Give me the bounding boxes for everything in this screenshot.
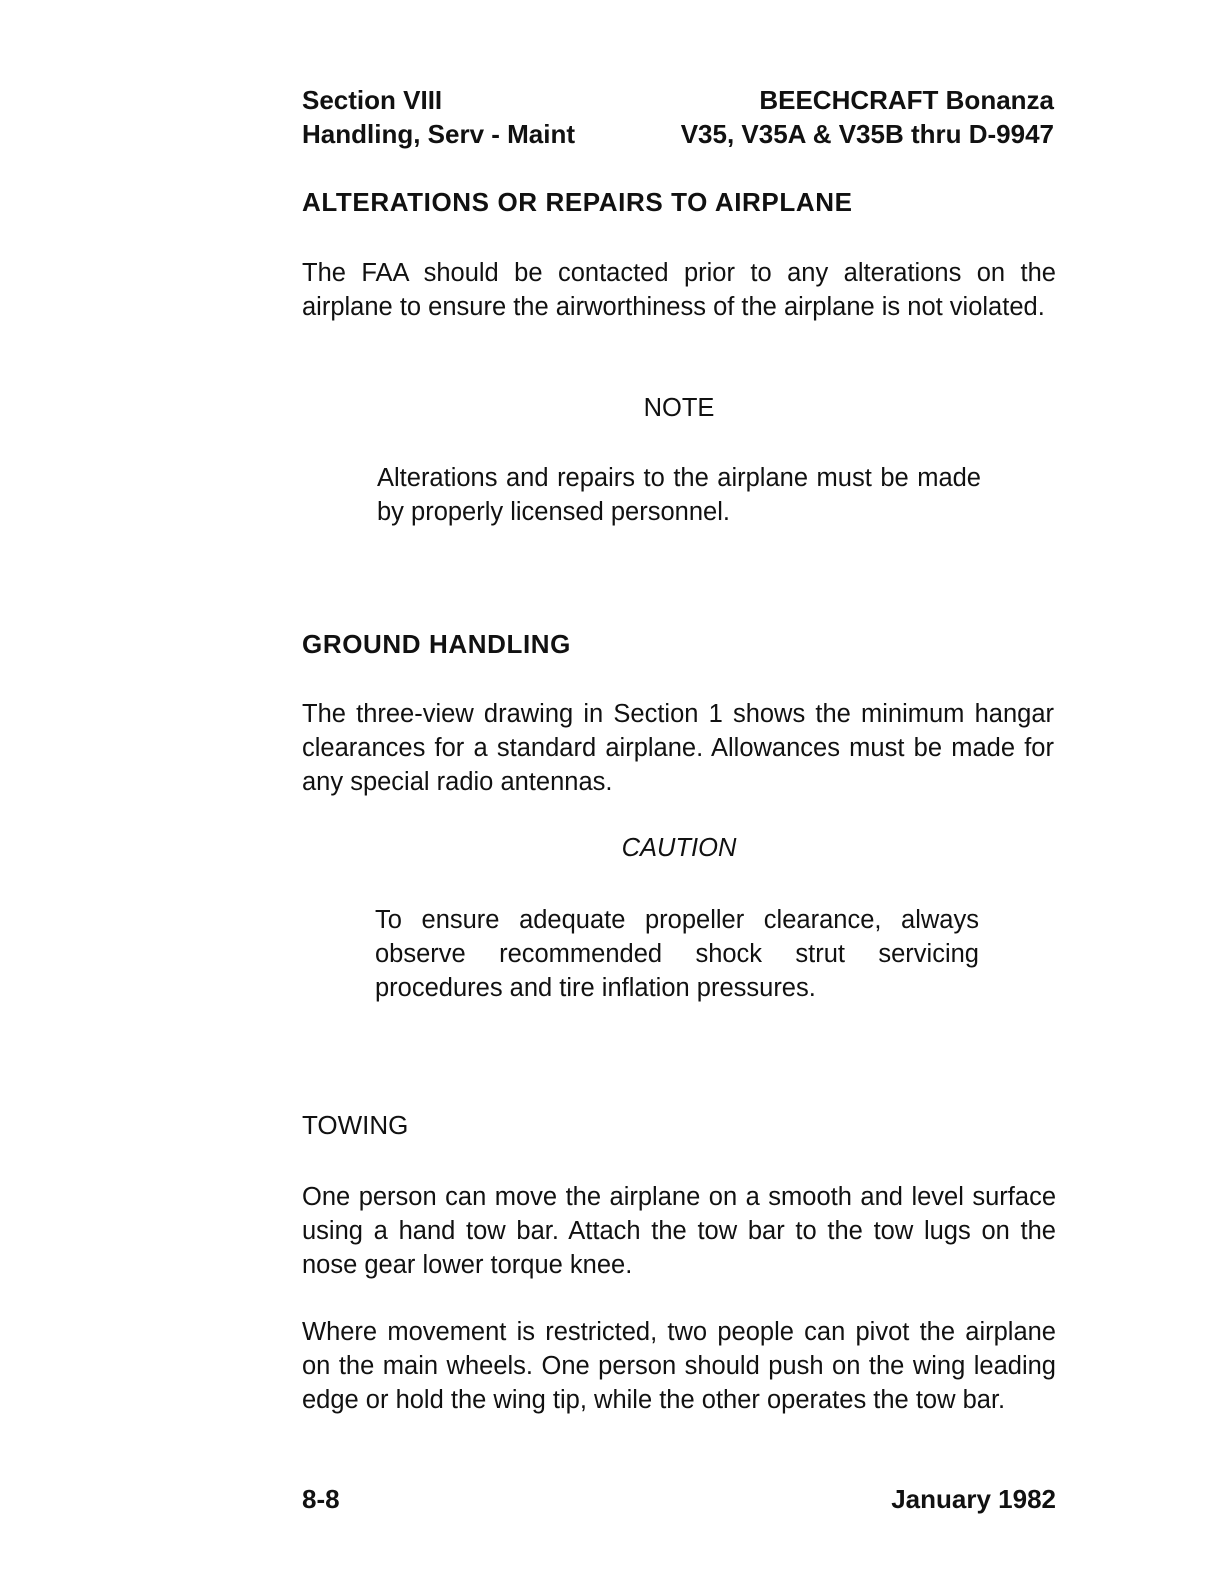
model-range: V35, V35A & V35B thru D-9947: [680, 119, 1054, 149]
ground-handling-heading: GROUND HANDLING: [302, 629, 571, 659]
caution-text: To ensure adequate propeller clearance, always observe recommended shock strut servicing procedures and tire inflation pressures.: [375, 906, 979, 1002]
brand-label: BEECHCRAFT Bonanza: [759, 85, 1054, 115]
ground-handling-paragraph: The three-view drawing in Section 1 shows the minimum hangar clearances for a standard airplane. Allowances must be made for any special radio antennas.: [302, 700, 1054, 796]
page-number: 8-8: [302, 1484, 340, 1514]
page-footer: [302, 1484, 1056, 1515]
revision-date: January 1982: [891, 1484, 1056, 1514]
section-subtitle: Handling, Serv - Maint: [302, 119, 576, 149]
header-row-2: [302, 117, 1054, 151]
header-row-1: [302, 83, 1054, 117]
note-label: NOTE: [643, 394, 715, 422]
towing-heading: TOWING: [302, 1110, 409, 1140]
alterations-heading: ALTERATIONS OR REPAIRS TO AIRPLANE: [302, 187, 853, 217]
towing-paragraph-1: One person can move the airplane on a smooth and level surface using a hand tow bar. Attach the tow bar to the tow lugs on the nose gear lower torque knee.: [302, 1183, 1056, 1279]
alterations-paragraph: The FAA should be contacted prior to any alterations on the airplane to ensure the airworthiness of the airplane is not violated.: [302, 259, 1056, 321]
towing-paragraph-2: Where movement is restricted, two people can pivot the airplane on the main wheels. One person should push on the wing leading edge or hold the wing tip, while the other operates the tow bar.: [302, 1318, 1056, 1414]
note-text: Alterations and repairs to the airplane must be made by properly licensed personnel.: [377, 464, 981, 526]
section-label: Section VIII: [302, 85, 443, 115]
caution-label: CAUTION: [621, 834, 737, 862]
